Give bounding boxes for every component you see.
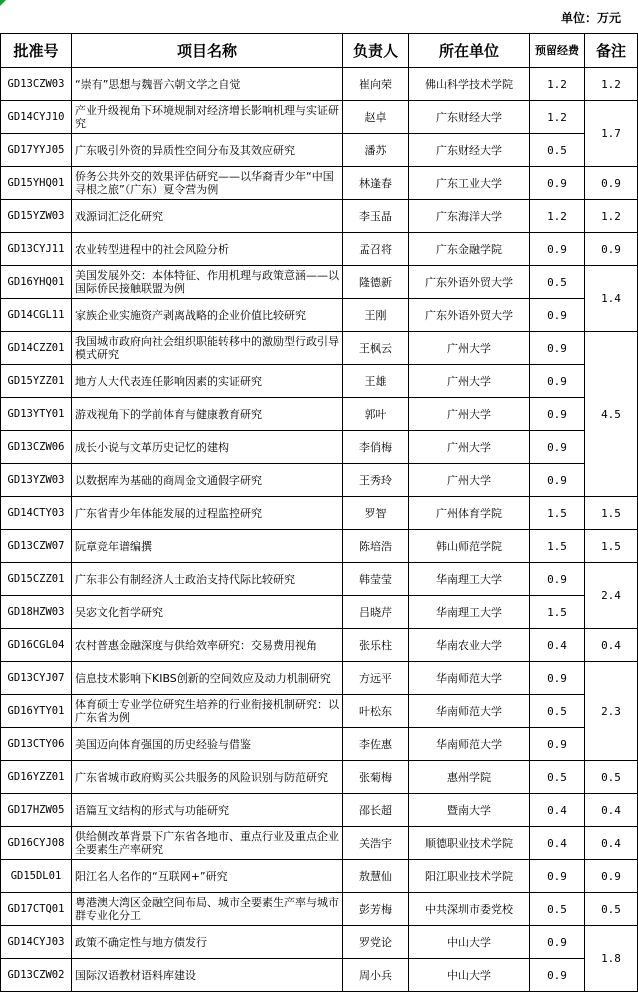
org-cell: 华南师范大学: [409, 662, 530, 695]
project-id-cell: GD15YZW03: [1, 200, 72, 233]
project-id-cell: GD14CYJ03: [1, 926, 72, 959]
person-cell: 王雄: [343, 365, 409, 398]
person-cell: 林逢春: [343, 167, 409, 200]
project-id-cell: GD17CTQ01: [1, 893, 72, 926]
org-cell: 中山大学: [409, 926, 530, 959]
org-cell: 韩山师范学院: [409, 530, 530, 563]
corner-marker: [0, 0, 6, 6]
note-cell: 0.9: [585, 233, 638, 266]
project-id-cell: GD15CZZ01: [1, 563, 72, 596]
project-id-cell: GD14CGL11: [1, 299, 72, 332]
org-cell: 华南师范大学: [409, 728, 530, 761]
table-row: [1, 266, 638, 299]
project-name-cell: 广东省城市政府购买公共服务的风险识别与防范研究: [72, 761, 343, 794]
note-cell: 1.5: [585, 530, 638, 563]
project-name-cell: 广东吸引外资的异质性空间分布及其效应研究: [72, 134, 343, 167]
person-cell: 王枫云: [343, 332, 409, 365]
header-name: 项目名称: [72, 34, 343, 68]
person-cell: 张乐柱: [343, 629, 409, 662]
project-id-cell: GD13CYJ07: [1, 662, 72, 695]
org-cell: 华南师范大学: [409, 695, 530, 728]
org-cell: 广州大学: [409, 431, 530, 464]
org-cell: 广东财经大学: [409, 134, 530, 167]
person-cell: 周小兵: [343, 959, 409, 992]
project-name-cell: 语篇互文结构的形式与功能研究: [72, 794, 343, 827]
project-name-cell: 我国城市政府向社会组织职能转移中的激励型行政引导模式研究: [72, 332, 343, 365]
table-row: [1, 200, 638, 233]
table-row: [1, 299, 638, 332]
org-cell: 广东财经大学: [409, 101, 530, 134]
fund-cell: 1.5: [530, 497, 585, 530]
header-person: 负责人: [343, 34, 409, 68]
note-cell: 0.4: [585, 794, 638, 827]
project-name-cell: 阳江名人名作的“互联网+”研究: [72, 860, 343, 893]
project-id-cell: GD13CZW02: [1, 959, 72, 992]
fund-cell: 0.9: [530, 728, 585, 761]
table-row: [1, 398, 638, 431]
table-row: [1, 959, 638, 992]
org-cell: 广东外语外贸大学: [409, 266, 530, 299]
fund-cell: 0.9: [530, 431, 585, 464]
project-name-cell: 国际汉语教材语料库建设: [72, 959, 343, 992]
project-id-cell: GD16YZZ01: [1, 761, 72, 794]
fund-cell: 1.2: [530, 101, 585, 134]
project-id-cell: GD13YZW03: [1, 464, 72, 497]
table-row: [1, 101, 638, 134]
table-row: [1, 728, 638, 761]
table-row: [1, 233, 638, 266]
person-cell: 敖慧仙: [343, 860, 409, 893]
table-row: [1, 365, 638, 398]
fund-cell: 0.4: [530, 794, 585, 827]
project-name-cell: 政策不确定性与地方债发行: [72, 926, 343, 959]
fund-cell: 0.9: [530, 398, 585, 431]
project-id-cell: GD13CYJ11: [1, 233, 72, 266]
table-row: [1, 662, 638, 695]
org-cell: 中山大学: [409, 959, 530, 992]
org-cell: 广东外语外贸大学: [409, 299, 530, 332]
header-fund: 预留经费: [530, 34, 585, 68]
org-cell: 广东金融学院: [409, 233, 530, 266]
fund-cell: 0.9: [530, 167, 585, 200]
org-cell: 阳江职业技术学院: [409, 860, 530, 893]
note-cell: 2.3: [585, 662, 638, 761]
project-id-cell: GD17HZW05: [1, 794, 72, 827]
table-row: [1, 827, 638, 860]
note-cell: 1.2: [585, 200, 638, 233]
project-id-cell: GD16CGL04: [1, 629, 72, 662]
note-cell: 1.8: [585, 926, 638, 992]
note-cell: 0.5: [585, 893, 638, 926]
person-cell: 罗智: [343, 497, 409, 530]
person-cell: 孟召将: [343, 233, 409, 266]
note-cell: 0.4: [585, 827, 638, 860]
note-cell: 0.9: [585, 167, 638, 200]
note-cell: 0.5: [585, 761, 638, 794]
project-name-cell: 产业升级视角下环境规制对经济增长影响机理与实证研究: [72, 101, 343, 134]
person-cell: 李佐惠: [343, 728, 409, 761]
person-cell: 关浩宇: [343, 827, 409, 860]
fund-cell: 0.5: [530, 761, 585, 794]
table-row: [1, 134, 638, 167]
fund-cell: 1.5: [530, 530, 585, 563]
person-cell: 陈培浩: [343, 530, 409, 563]
project-id-cell: GD16CYJ08: [1, 827, 72, 860]
fund-cell: 0.5: [530, 266, 585, 299]
note-cell: 1.4: [585, 266, 638, 332]
table-row: [1, 695, 638, 728]
project-name-cell: 美国发展外交：本体特征、作用机理与政策意涵——以国际侨民接触联盟为例: [72, 266, 343, 299]
org-cell: 华南理工大学: [409, 596, 530, 629]
unit-label: 单位：万元: [560, 11, 621, 25]
project-name-cell: 成长小说与文革历史记忆的建构: [72, 431, 343, 464]
table-row: [1, 794, 638, 827]
org-cell: 惠州学院: [409, 761, 530, 794]
org-cell: 广州大学: [409, 464, 530, 497]
table-row: [1, 596, 638, 629]
project-id-cell: GD13CZW06: [1, 431, 72, 464]
project-id-cell: GD14CTY03: [1, 497, 72, 530]
fund-cell: 0.4: [530, 629, 585, 662]
org-cell: 广东海洋大学: [409, 200, 530, 233]
project-name-cell: 广东省青少年体能发展的过程监控研究: [72, 497, 343, 530]
person-cell: 罗党论: [343, 926, 409, 959]
org-cell: 华南农业大学: [409, 629, 530, 662]
person-cell: 叶松东: [343, 695, 409, 728]
fund-cell: 0.9: [530, 233, 585, 266]
project-id-cell: GD15YZZ01: [1, 365, 72, 398]
table-row: [1, 332, 638, 365]
project-name-cell: 以数据库为基础的商周金文通假字研究: [72, 464, 343, 497]
person-cell: 李俏梅: [343, 431, 409, 464]
project-name-cell: 信息技术影响下KIBS创新的空间效应及动力机制研究: [72, 662, 343, 695]
project-id-cell: GD18HZW03: [1, 596, 72, 629]
project-id-cell: GD16YHQ01: [1, 266, 72, 299]
project-name-cell: 吴宓文化哲学研究: [72, 596, 343, 629]
note-cell: 0.9: [585, 860, 638, 893]
org-cell: 顺德职业技术学院: [409, 827, 530, 860]
org-cell: 中共深圳市委党校: [409, 893, 530, 926]
fund-cell: 0.9: [530, 332, 585, 365]
person-cell: 李玉晶: [343, 200, 409, 233]
org-cell: 暨南大学: [409, 794, 530, 827]
header-row: [1, 34, 638, 68]
fund-cell: 0.9: [530, 299, 585, 332]
person-cell: 王刚: [343, 299, 409, 332]
table-row: [1, 431, 638, 464]
person-cell: 赵卓: [343, 101, 409, 134]
table-row: [1, 926, 638, 959]
fund-cell: 1.5: [530, 596, 585, 629]
note-cell: 4.5: [585, 332, 638, 497]
fund-cell: 0.9: [530, 563, 585, 596]
project-id-cell: GD15YHQ01: [1, 167, 72, 200]
table-row: [1, 563, 638, 596]
header-note: 备注: [585, 34, 638, 68]
header-org: 所在单位: [409, 34, 530, 68]
project-name-cell: 供给侧改革背景下广东省各地市、重点行业及重点企业全要素生产率研究: [72, 827, 343, 860]
fund-cell: 0.9: [530, 959, 585, 992]
person-cell: 隆德新: [343, 266, 409, 299]
table-row: [1, 530, 638, 563]
fund-cell: 0.4: [530, 827, 585, 860]
person-cell: 潘苏: [343, 134, 409, 167]
project-name-cell: 农业转型进程中的社会风险分析: [72, 233, 343, 266]
note-cell: 2.4: [585, 563, 638, 629]
table-row: [1, 464, 638, 497]
note-cell: 1.2: [585, 68, 638, 101]
project-table: [0, 33, 638, 992]
table-row: [1, 629, 638, 662]
project-name-cell: 戏源词汇泛化研究: [72, 200, 343, 233]
project-name-cell: 阮章竞年谱编撰: [72, 530, 343, 563]
project-id-cell: GD13CZW03: [1, 68, 72, 101]
org-cell: 广州体育学院: [409, 497, 530, 530]
person-cell: 邵长超: [343, 794, 409, 827]
project-id-cell: GD13CTY06: [1, 728, 72, 761]
table-row: [1, 761, 638, 794]
header-id: 批准号: [1, 34, 72, 68]
project-name-cell: 游戏视角下的学前体育与健康教育研究: [72, 398, 343, 431]
org-cell: 广州大学: [409, 365, 530, 398]
fund-cell: 0.9: [530, 860, 585, 893]
note-cell: 1.5: [585, 497, 638, 530]
fund-cell: 0.9: [530, 365, 585, 398]
project-id-cell: GD13CZW07: [1, 530, 72, 563]
project-id-cell: GD14CZZ01: [1, 332, 72, 365]
project-id-cell: GD13YTY01: [1, 398, 72, 431]
person-cell: 张菊梅: [343, 761, 409, 794]
project-id-cell: GD17YYJ05: [1, 134, 72, 167]
fund-cell: 0.5: [530, 695, 585, 728]
table-row: [1, 893, 638, 926]
project-name-cell: 粤港澳大湾区金融空间布局、城市全要素生产率与城市群专业化分工: [72, 893, 343, 926]
project-name-cell: 农村普惠金融深度与供给效率研究：交易费用视角: [72, 629, 343, 662]
fund-cell: 0.5: [530, 893, 585, 926]
project-name-cell: “崇有”思想与魏晋六朝文学之自觉: [72, 68, 343, 101]
person-cell: 彭芳梅: [343, 893, 409, 926]
project-id-cell: GD15DL01: [1, 860, 72, 893]
org-cell: 广州大学: [409, 398, 530, 431]
table-row: [1, 68, 638, 101]
person-cell: 吕晓芹: [343, 596, 409, 629]
project-name-cell: 地方人大代表连任影响因素的实证研究: [72, 365, 343, 398]
fund-cell: 0.9: [530, 926, 585, 959]
person-cell: 王秀玲: [343, 464, 409, 497]
table-row: [1, 497, 638, 530]
project-name-cell: 广东非公有制经济人士政治支持代际比较研究: [72, 563, 343, 596]
fund-cell: 1.2: [530, 200, 585, 233]
fund-cell: 1.2: [530, 68, 585, 101]
table-row: [1, 860, 638, 893]
fund-cell: 0.9: [530, 464, 585, 497]
project-id-cell: GD14CYJ10: [1, 101, 72, 134]
project-name-cell: 家族企业实施资产剥离战略的企业价值比较研究: [72, 299, 343, 332]
org-cell: 佛山科学技术学院: [409, 68, 530, 101]
org-cell: 华南理工大学: [409, 563, 530, 596]
project-id-cell: GD16YTY01: [1, 695, 72, 728]
org-cell: 广州大学: [409, 332, 530, 365]
org-cell: 广东工业大学: [409, 167, 530, 200]
person-cell: 韩莹莹: [343, 563, 409, 596]
project-name-cell: 侨务公共外交的效果评估研究——以华裔青少年“中国寻根之旅”（广东）夏令营为例: [72, 167, 343, 200]
person-cell: 方远平: [343, 662, 409, 695]
fund-cell: 0.5: [530, 134, 585, 167]
project-name-cell: 体育硕士专业学位研究生培养的行业衔接机制研究：以广东省为例: [72, 695, 343, 728]
note-cell: 1.7: [585, 101, 638, 167]
person-cell: 崔向荣: [343, 68, 409, 101]
note-cell: 0.4: [585, 629, 638, 662]
person-cell: 郭叶: [343, 398, 409, 431]
table-row: [1, 167, 638, 200]
project-name-cell: 美国迈向体育强国的历史经验与借鉴: [72, 728, 343, 761]
fund-cell: 0.9: [530, 662, 585, 695]
